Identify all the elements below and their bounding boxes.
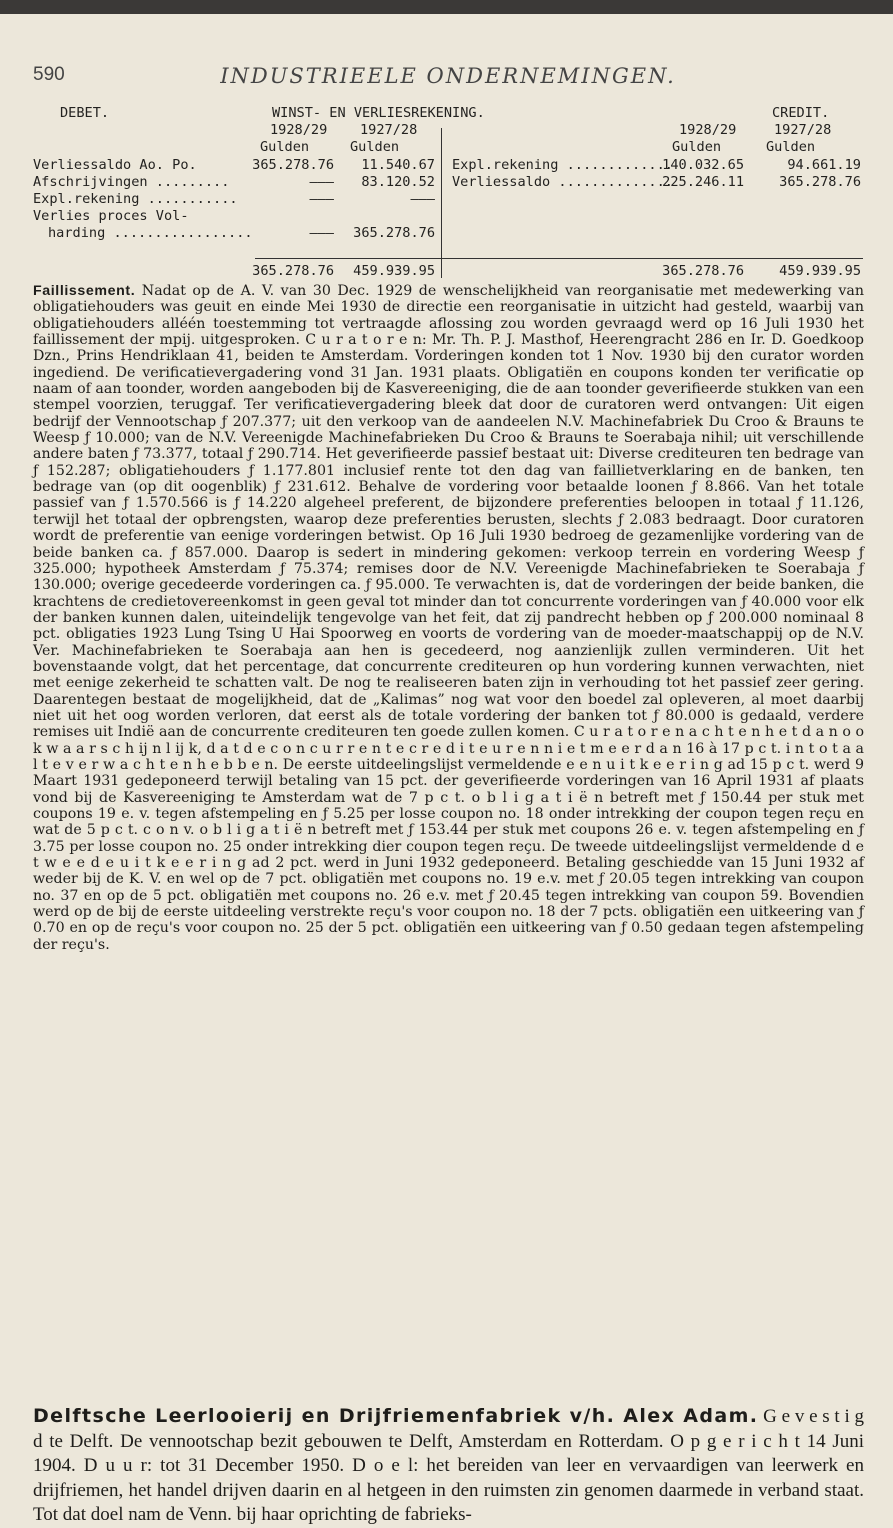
faillissement-section [33,283,864,953]
credit-total-rule [441,258,863,259]
debet-total: 365.278.76 [252,263,334,279]
cell-value: 365.278.76 [252,157,334,173]
year-1927-28-debet: 1927/28 [360,122,418,138]
row-label: Verliessaldo .............. [452,174,673,190]
unit-gulden: Gulden [260,139,310,155]
credit-heading: CREDIT. [772,105,830,121]
faillissement-text: Nadat op de A. V. van 30 Dec. 1929 de wenschelijkheid van reorganisatie met medewerking van obligatiehouders was geuit en einde Mei 1930 de directie een reorganisatie in uitzicht had gesteld, waarbij van obligatiehouders alléén toestemming tot vertraagde aflossing zou worden gevraagd werd op 16 Juli 1930 het faillissement der mpij. uitgesproken. C u r a t o r e n: Mr. Th. P. J. Masthof, Heerengracht 286 en Ir. D. Goedkoop Dzn., Prins Hendriklaan 41, beiden te Amsterdam. Vorderingen konden tot 1 Nov. 1930 bij den curator worden ingediend. De verificatievergadering vond 31 Jan. 1931 plaats. Obligatiën en coupons konden ter verificatie op naam of aan toonder, worden aangeboden bij de Kasvereeniging, die de aan toonder geverifieerde stukken van een stempel voorzien, teruggaf. Ter verificatievergadering bleek dat door de curatoren werd ontvangen: Uit eigen bedrijf der Vennootschap ƒ 207.377; uit den verkoop van de aandeelen N.V. Machinefabriek Du Croo & Brauns te Weesp ƒ 10.000; van de N.V. Vereenigde Machinefabrieken Du Croo & Brauns te Soerabaja nihil; uit verschillende andere baten ƒ 73.377, totaal ƒ 290.714. Het geverifieerde passief bestaat uit: Diverse crediteuren ten bedrage van ƒ 152.287; obligatiehouders ƒ 1.177.801 inclusief rente tot den dag van faillietverklaring en de banken, ten bedrage van (op dit oogenblik) ƒ 231.612. Behalve de vordering voor betaalde loonen ƒ 8.866. Van het totale passief van ƒ 1.570.566 is ƒ 14.220 algeheel preferent, de bijzondere preferenties beloopen in totaal ƒ 11.126, terwijl het totaal der opbrengsten, waarop deze preferenties berusten, slechts ƒ 2.083 bedraagt. Door curatoren wordt de preferentie van eenige vorderingen betwist. Op 16 Juli 1930 bedroeg de gezamenlijke vordering van de beide banken ca. ƒ 857.000. Daarop is sedert in mindering gekomen: verkoop terrein en vordering Weesp ƒ 325.000; hypotheek Amsterdam ƒ 75.374; remises door de N.V. Vereenigde Machinefabrieken te Soerabaja ƒ 130.000; overige gecedeerde vorderingen ca. ƒ 95.000. Te verwachten is, dat de vorderingen der beide banken, die krachtens de credietovereenkomst in geen geval tot minder dan tot concurrente vorderingen van ƒ 40.000 voor elk der banken kunnen dalen, uiteindelijk tengevolge van het feit, dat zij pandrecht hebben op ƒ 200.000 nominaal 8 pct. obligaties 1923 Lung Tsing U Hai Spoorweg en voorts de vordering van de moeder-maatschappij op de N.V. Ver. Machinefabrieken te Soerabaja aan hen is gecedeerd, nog aanzienlijk zullen verminderen. Uit het bovenstaande volgt, dat het percentage, dat concurrente crediteuren op hun vordering kunnen verwachten, niet met eenige zekerheid te schatten valt. De nog te realiseeren baten zijn in verhouding tot het passief zeer gering. Daarentegen bestaat de mogelijkheid, dat de „Kalimas” nog wat voor den boedel zal opleveren, al moet daarbij niet uit het oog worden verloren, dat eerst als de totale vordering der banken tot ƒ 80.000 is gedaald, verdere remises uit Indië aan de concurrente crediteuren ten goede zullen komen. C u r a t o r e n a c h t e n h e t d a n o o k w a a r s c h ij n l ij k, d a t d e c o n c u r r e n t e c r e d i t e u r e n n i e t m e e r d a n 16 à 17 p c t. i n t o t a a l t e v e r w a c h t e n h e b b e n. De eerste uitdeelingslijst vermeldende e e n u i t k e e r i n g ad 15 p c t. werd 9 Maart 1931 gedeponeerd terwijl betaling van 15 pct. der geverifieerde vorderingen van 16 April 1931 af plaats vond bij de Kasvereeniging te Amsterdam wat de 7 p c t. o b l i g a t i ë n betreft met ƒ 150.44 per stuk met coupons 19 e. v. tegen afstempeling en ƒ 5.25 per losse coupon no. 18 onder intrekking der coupon tegen reçu en wat de 5 p c t. c o n v. o b l i g a t i ë n betreft met ƒ 153.44 per stuk met coupons 26 e. v. tegen afstempeling en ƒ 3.75 per losse coupon no. 25 onder intrekking dier coupon tegen reçu. De tweede uitdeelingslijst vermeldende d e t w e e d e u i t k e e r i n g ad 2 pct. werd in Juni 1932 gedeponeerd. Betaling geschiedde van 15 Juni 1932 af weder bij de K. V. en wel op de 7 pct. obligatiën met coupons no. 19 e.v. met ƒ 20.05 tegen intrekking van coupon no. 37 en op de 5 pct. obligatiën met coupons no. 26 e.v. met ƒ 20.45 tegen intrekking van coupon 59. Bovendien werd op de bij de eerste uitdeeling verstrekte reçu's voor coupon no. 18 der 7 pcts. obligatiën een uitkeering van ƒ 0.70 en op de reçu's voor coupon no. 25 der 5 pct. obligatiën een uitkeering van ƒ 0.50 gedaan tegen afstempeling der reçu's. [33,283,864,953]
unit-gulden: Gulden [672,139,722,155]
cell-value: 94.661.19 [787,157,861,173]
cell-value: ——— [309,191,334,207]
unit-gulden: Gulden [766,139,816,155]
table-title: WINST- EN VERLIESREKENING. [272,105,485,121]
debet-heading: DEBET. [60,105,110,121]
company-entry-delftsche [33,1404,864,1528]
unit-gulden: Gulden [350,139,400,155]
year-1928-29-debet: 1928/29 [270,122,328,138]
credit-total: 459.939.95 [779,263,861,279]
row-label: Expl.rekening ............. [452,157,673,173]
credit-total: 365.278.76 [662,263,744,279]
company-heading: Delftsche Leerlooierij en Drijfriemenfabriek v/h. Alex Adam. [33,1405,759,1427]
cell-value: ——— [410,191,435,207]
cell-value: 225.246.11 [662,174,744,190]
faillissement-lead: Faillissement. [33,283,136,299]
year-1927-28-credit: 1927/28 [774,122,832,138]
cell-value: 365.278.76 [779,174,861,190]
row-label: Verlies proces Vol- [33,208,189,224]
debet-total-rule [255,258,441,259]
page-number: 590 [33,64,65,85]
year-1928-29-credit: 1928/29 [679,122,737,138]
company-paragraph [33,1404,864,1528]
row-label: harding ................. [48,225,253,241]
cell-value: 365.278.76 [353,225,435,241]
faillissement-paragraph [33,283,864,953]
row-label: Expl.rekening ........... [33,191,238,207]
cell-value: ——— [309,174,334,190]
debet-total: 459.939.95 [353,263,435,279]
company-text: G e v e s t i g d te Delft. De vennootschap bezit gebouwen te Delft, Amsterdam en Rotterdam. O p g e r i c h t 14 Juni 1904. D u u r: tot 31 December 1950. D o e l: het bereiden van leer en vervaardigen van leerwerk en drijfriemen, het handel drijven daarin en al hetgeen in den ruimsten zin genomen daarmede in verband staat. Tot dat doel nam de Venn. bij haar oprichting de fabrieks- [33,1406,864,1525]
row-label: Verliessaldo Ao. Po. [33,157,197,173]
cell-value: 83.120.52 [361,174,435,190]
running-head: INDUSTRIEELE ONDERNEMINGEN. [220,64,676,88]
winst-verliesrekening-table [0,0,893,290]
table-divider [441,128,442,278]
cell-value: ——— [309,225,334,241]
row-label: Afschrijvingen ......... [33,174,230,190]
cell-value: 140.032.65 [662,157,744,173]
cell-value: 11.540.67 [361,157,435,173]
